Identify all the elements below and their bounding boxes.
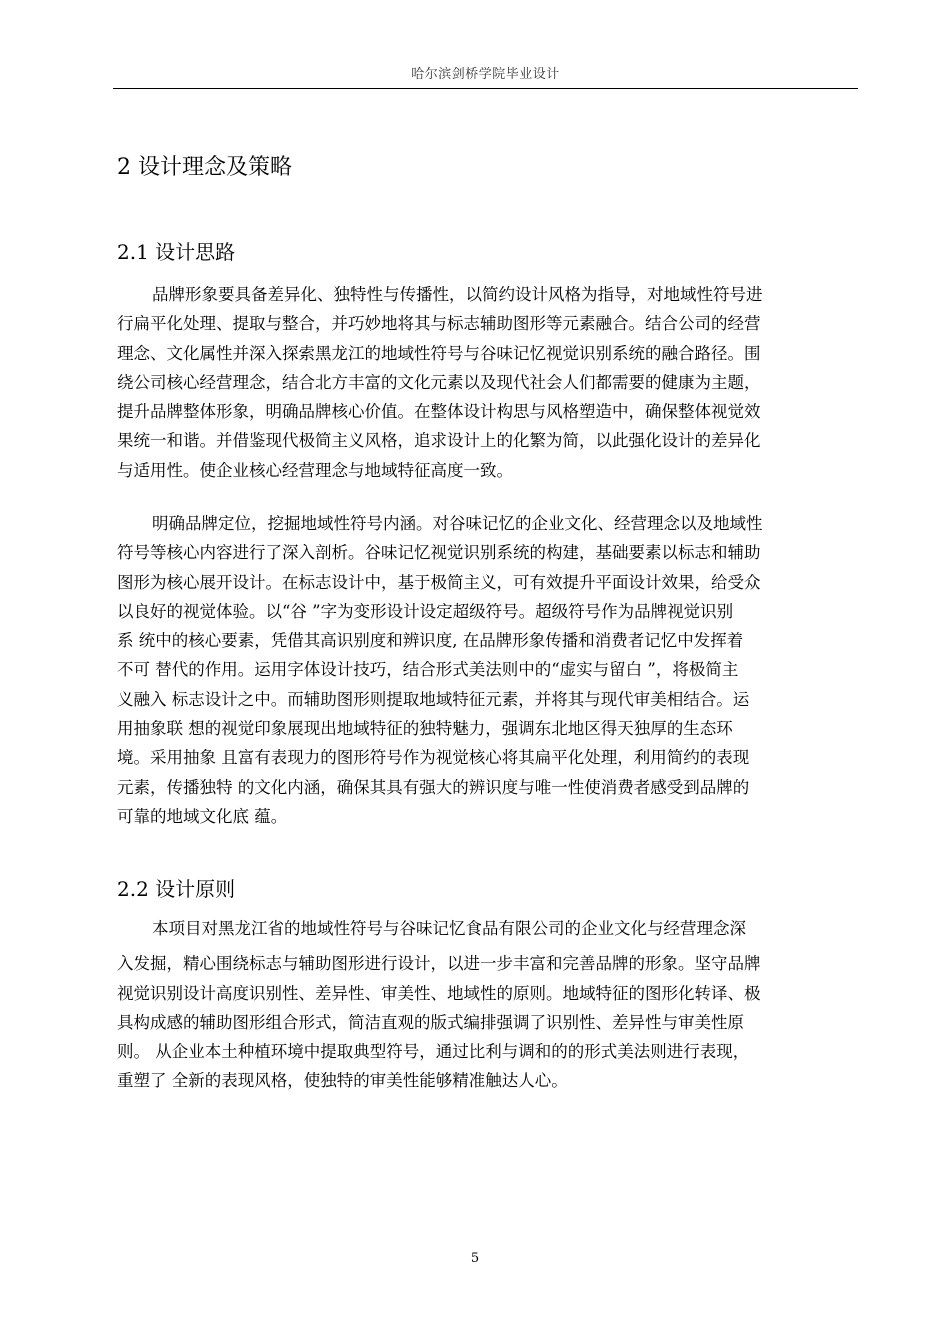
text-line: 果统一和谐。并借鉴现代极简主义风格，追求设计上的化繁为简，以此强化设计的差异化 — [117, 431, 761, 451]
section-title-2-2: 2.2 设计原则 — [117, 877, 236, 901]
text-line: 入发掘，精心围绕标志与辅助图形进行设计，以进一步丰富和完善品牌的形象。坚守品牌 — [117, 954, 761, 974]
text-line: 可靠的地域文化底 蕴。 — [117, 806, 288, 826]
text-line: 本项目对黑龙江省的地域性符号与谷味记忆食品有限公司的企业文化与经营理念深 — [152, 919, 746, 938]
text-line: 具构成感的辅助图形组合形式，简洁直观的版式编排强调了识别性、差异性与审美性原 — [117, 1012, 744, 1032]
paragraph-design-ideas-2 — [117, 509, 862, 831]
text-line: 义融入 标志设计之中。而辅助图形则提取地域特征元素，并将其与现代审美相结合。运 — [117, 689, 750, 709]
text-line: 图形为核心展开设计。在标志设计中，基于极简主义，可有效提升平面设计效果，给受众 — [117, 572, 761, 592]
page-header: 哈尔滨剑桥学院毕业设计 — [411, 67, 560, 82]
header-divider — [113, 88, 858, 89]
text-line: 视觉识别设计高度识别性、差异性、审美性、地域性的原则。地域特征的图形化转译、极 — [117, 983, 761, 1003]
text-line: 重塑了 全新的表现风格，使独特的审美性能够精准触达人心。 — [117, 1071, 568, 1091]
section-title-2-1: 2.1 设计思路 — [117, 240, 236, 264]
text-line: 品牌形象要具备差异化、独特性与传播性，以简约设计风格为指导，对地域性符号进 — [152, 285, 763, 304]
text-line: 明确品牌定位，挖掘地域性符号内涵。对谷味记忆的企业文化、经营理念以及地域性 — [152, 514, 763, 533]
paragraph-design-principles — [117, 914, 862, 1096]
paragraph-design-ideas-1 — [117, 280, 862, 485]
text-line: 以良好的视觉体验。以“谷 ”字为变形设计设定超级符号。超级符号作为品牌视觉识别 — [117, 601, 734, 621]
text-line: 境。采用抽象 且富有表现力的图形符号作为视觉核心将其扁平化处理，利用简约的表现 — [117, 748, 750, 768]
text-line: 行扁平化处理、提取与整合，并巧妙地将其与标志辅助图形等元素融合。结合公司的经营 — [117, 314, 761, 334]
text-line: 系 统中的核心要素，凭借其高识别度和辨识度, 在品牌形象传播和消费者记忆中发挥着 — [117, 631, 744, 651]
text-line: 符号等核心内容进行了深入剖析。谷味记忆视觉识别系统的构建，基础要素以标志和辅助 — [117, 543, 761, 563]
page-number: 5 — [470, 1251, 480, 1266]
text-line: 元素，传播独特 的文化内涵，确保其具有强大的辨识度与唯一性使消费者感受到品牌的 — [117, 777, 750, 797]
text-line: 提升品牌整体形象，明确品牌核心价值。在整体设计构思与风格塑造中，确保整体视觉效 — [117, 402, 761, 422]
text-line: 理念、文化属性并深入探索黑龙江的地域性符号与谷味记忆视觉识别系统的融合路径。围 — [117, 343, 761, 363]
text-line: 绕公司核心经营理念，结合北方丰富的文化元素以及现代社会人们都需要的健康为主题， — [117, 372, 761, 392]
text-line: 用抽象联 想的视觉印象展现出地域特征的独特魅力，强调东北地区得天独厚的生态环 — [117, 719, 733, 739]
text-line: 不可 替代的作用。运用字体设计技巧，结合形式美法则中的“虚实与留白 ”，将极简主 — [117, 660, 739, 680]
text-line: 则。 从企业本土种植环境中提取典型符号，通过比利与调和的的形式美法则进行表现， — [117, 1042, 750, 1062]
text-line: 与适用性。使企业核心经营理念与地域特征高度一致。 — [117, 460, 513, 480]
chapter-title: 2 设计理念及策略 — [117, 155, 292, 180]
